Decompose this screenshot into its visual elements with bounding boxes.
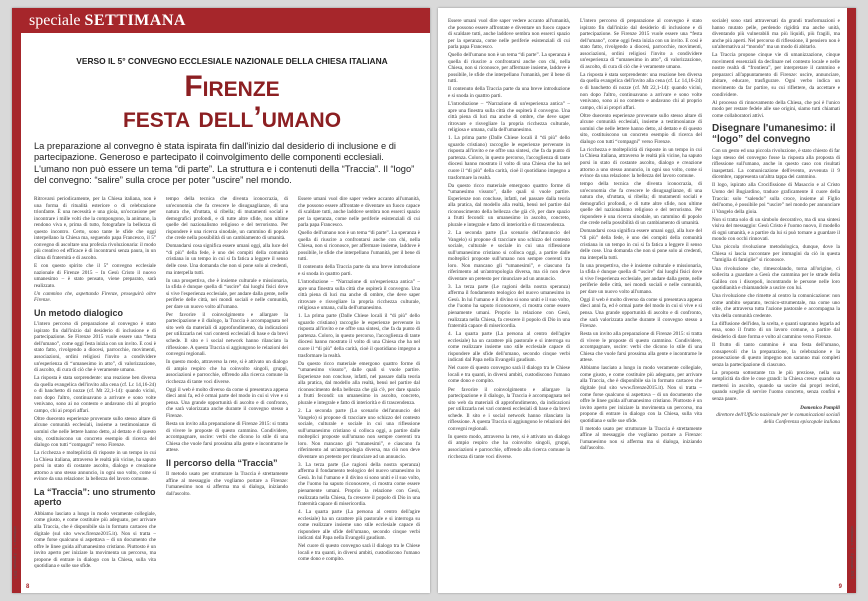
paragraph: La ricchezza e molteplicità di risposte in un tempo in cui la Chiesa italiana, attraverso le realtà più vicine, ha saputo porsi in stato di costante ascolto, dialogo e creazione attorno a uno stesso annuncio, in ogni suo volto, come si evince da una relazione: la bellezza del lavoro comune.	[580, 146, 702, 180]
paragraph: Da questo ricco materiale emergono quattro forme di “umanesimo vissuto”, dalle quali si vuole partire. Esperienze non concluse, infatti, nel passare dalla teoria alla pratica, dal modello alla realtà, bensì nel partire dal riconoscimento della bellezza che già c'è, per dare spazio a frutti fecondi: un umanesimo in ascolto, concreto, plurale e integrale e fatto di interiorità e di trascendenza.	[298, 360, 420, 406]
paragraph: 3. La terza parte (Le ragioni della nostra speranza) afferma il fondamento teologico del nuovo umanesimo in Gesù. In lui l'umano e il divino si sono uniti e il suo volto, che l'uomo ha saputo riconoscere, ci mostra come essere pienamente umani. Proprio la relazione con Gesù, realizzata nella Chiesa, fa crescere il popolo di Dio in una fraternità capace di misericordia.	[298, 461, 420, 508]
paragraph: Il logo, ispirato alla Crocifissione di Masaccio e al Cristo Uomo del Bugiardino, traduce graficamente il cuore della Traccia: solo “salendo” sulla croce, insieme al Figlio dell'uomo, è possibile poi “uscire” nel mondo per annunciare il Vangelo della gioia.	[712, 182, 840, 215]
paragraph: 1. La prima parte (Dalle Chiese locali il “di più” dello sguardo cristiano) raccoglie le esperienze pervenute in risposta all'invito e ne offre una sintesi, che fa da punto di partenza. Coloro, in questo percorso, l'accoglienza di tante diocesi hanno mostrato il volto di una Chiesa che ha nel cuore il “di più” della carità, cioè il quotidiano impegno a trasformare la realtà.	[298, 313, 420, 359]
subheading: Disegnare l'umanesimo: il “logo” del convegno	[712, 123, 836, 146]
paragraph: Quello dell'umano non è un tema “di parte”. La speranza è quella di riuscire a confrontarsi anche con chi, nella Chiesa, non si riconosce, per affermare insieme, laddove è possibile, le sfide che interpellano l'umanità, per il bene di tutti.	[298, 230, 420, 263]
paragraph: Resta un invito alla preparazione di Firenze 2015: si tratta di vivere le proposte di questo cammino. Condividere, accompagnare, uscire: verbi che dicono lo stile di una Chiesa che vuole farsi prossima alla gente e incontrarne le attese.	[580, 331, 702, 364]
paragraph: Il metodo usato per strutturare la Traccia è strettamente affine al messaggio che vogliamo portare a Firenze: l'umanesimo non si afferma ma si dialoga, iniziando dall'ascolto.	[166, 471, 288, 497]
paragraph: 2. La seconda parte (Lo scenario dell'annuncio del Vangelo) si propone di tracciare uno schizzo del contesto sociale, culturale e sociale in cui una riflessione sull'umanesimo cristiano si colloca oggi, a partire dalle molteplici proposte sull'umano non sempre coerenti tra loro. Non mancano gli “umanesimi”, e ciascuno fa riferimento ad un'antropologia diversa, ma ciò non deve diventare un pretesto per rinunciare ad un annuncio.	[448, 229, 570, 282]
paragraph: Ritrovarsi periodicamente, per la Chiesa italiana, non è una forma di ritualità esteriore o di celebrazione trionfante. È una necessità e una gioia, un'occasione per incontrare i mille volti che la compongono, la animano, la rendono viva e, prima di tutto, fotografare la bellezza di questo incontro. Certo, sono tante le sfide che oggi interpellano la Chiesa ma, seguendo papa Francesco, il 5° convegno di ascoltare una profezia rivoluzionaria: il modo più creativo ed efficace è di incontrarsi senza paura, in un clima di fraternità e di ascolto.	[34, 196, 156, 261]
section-banner	[21, 8, 430, 33]
paragraph: L'intero percorso di preparazione al convegno è stato ispirato fin dall'inizio dal desiderio di inclusione e di partecipazione. Se Firenze 2015 vuole essere una “festa dell'umano”, come oggi festa inizia con un invito. E così è stato fatto, rivolgendo a diocesi, parrocchie, movimenti, associazioni, ordini religiosi l'invito a condividere un'esperienza di “umanesimo in atto”, di valorizzazione, di ascolto, di cura di ciò che è veramente umano.	[34, 321, 156, 374]
page-number: 9	[838, 584, 842, 590]
paragraph: Con un gesto ed una piccola rivoluzione, è stato chiesto di far logo stesso del convegno fosse la risposta alla proposta di riflessione sull'umano, anche in questo caso con risultati inaspettati. La comunicazione dell'evento, avvenuta il 9 dicembre, rappresenta un'altra tappa del cammino.	[712, 148, 840, 181]
paragraph: Per favorire il coinvolgimento e allargare la partecipazione e il dialogo, la Traccia è accompagnata nel sito web da materiali di approfondimento, da indicazioni per utilizzarla nei vari contesti ecclesiali di base e da brevi schede. Il sito e i social network hanno rilanciato la riflessione. A questa Traccia si aggiungono le relazioni dei convegni regionali.	[166, 311, 288, 358]
section-title: SETTIMANA	[84, 12, 186, 29]
article-headline	[72, 71, 392, 133]
paragraph: Una rivoluzione che, rimescolando, torna all'origine, ci sollecita a guardare a Gesù che cammina per le strade della Galilea con i discepoli, incontrando le persone nelle loro quotidianità e chiamandole a uscire con lui.	[712, 265, 840, 292]
article-kicker: VERSO IL 5° CONVEGNO ECCLESIALE NAZIONALE DELLA CHIESA ITALIANA	[76, 56, 388, 66]
page-number: 8	[26, 584, 30, 590]
subheading: La “Traccia”: uno strumento aperto	[34, 486, 156, 508]
paragraph: Al processo di rinnovamento della Chiesa, che poi è l'unico modo per restare fedele alle sue origini, siamo tutti chiamati come collaboratori attivi.	[712, 99, 840, 119]
paragraph: Abbiamo lasciato a lungo in modo veramente collegiale, come giusto, e come costituire più adeguato, per arrivare alla Traccia, che è disponibile sia in formato cartaceo che digitale (sul sito www.firenze2015.it). Non si tratta – come forse qualcuno si aspettava – di un documento che offre le linee guida all'umanesimo cristiano. Piuttosto è un invito aperto per iniziare la movimenta un percorso, ma propone di entrare in dialogo con la Chiesa, sulla vita quotidiana e sulle sue sfide.	[34, 510, 156, 570]
author-name: Domenico Pompili	[800, 405, 840, 412]
paragraph: Un cammino che, aspettando Firenze, proseguirà oltre Firenze.	[34, 290, 156, 304]
paragraph: La risposta è stata sorprendente: una reazione ben diversa da quella evangelica dell'invito alla cena (cf. Lc 14,16-24) o di banchetto di nozze (cf. Mt 22,1-14): quando vicini, non dopo l'altro, continuavano a arrivare e sono volte venivano, sono ai no contesto e andavano chi al proprio campo, chi ai propri affari.	[34, 375, 156, 414]
red-margin-rail	[847, 8, 856, 593]
paragraph: Domandarsi cosa significa essere umani oggi, alla luce del “di più” della fede, è uno dei compiti della comunità cristiana in un tempo in cui si fa fatica a leggere il senso delle cose. Una domanda che non si pone solo ai credenti, ma interpella tutti.	[166, 243, 288, 276]
paragraph: La risposta è stata sorprendente: una reazione ben diversa da quella evangelica dell'invito alla cena (cf. Lc 14,16-24) o di banchetto di nozze (cf. Mt 22,1-14): quando vicini, non dopo l'altro, continuavano a arrivare e sono volte venivano, sono ai no contesto e andavano chi al proprio campo, chi ai propri affari.	[580, 71, 702, 111]
paragraph: Abbiamo lasciato a lungo in modo veramente collegiale, come giusto, e come costituire più adeguato, per arrivare alla Traccia, che è disponibile sia in formato cartaceo che digitale (sul sito www.firenze2015.it). Non si tratta – come forse qualcuno si aspettava – di un documento che offre le linee guida all'umanesimo cristiano. Piuttosto è un invito aperto per iniziare la movimenta un percorso, ma propone di entrare in dialogo con la Chiesa, sulla vita quotidiana e sulle sue sfide.	[580, 365, 702, 424]
paragraph: Nel cuore di questo convegno sarà il dialogo tra le Chiese locali e tra quanti, in diversi ambiti, custodiscono l'umano come dono e compito.	[298, 543, 420, 563]
paragraph: L'introduzione – “Narrazione di un'esperienza antica” – apre una finestra sulla città che ospiterà il convegno. Una città piena di luci ma anche di ombre, che deve saper ritrovare e risvegliare la propria ricchezza culturale, religiosa e umana, culla dell'umanesimo.	[298, 279, 420, 312]
paragraph: Essere umani vuol dire saper vedere accanto all'umanità, che possono essere affrontate e diventare un fuoco capace di scaldare tutti, anche laddove sembra non esserci spazio per la speranza, come nelle periferie esistenziali di cui parla papa Francesco.	[448, 18, 570, 51]
left-column-2	[166, 196, 288, 499]
headline-line-2: festa dell’umano	[122, 101, 342, 134]
paragraph: Non si tratta solo di un simbolo decorativo, ma di una sintesi visiva del messaggio: Gesù Cristo è l'uomo nuovo, il modello di ogni umanità, e a partire da lui si può tornare a guardare il mondo con occhi rinnovati.	[712, 216, 840, 243]
paragraph: In una prospettiva, che è insieme culturale e missionaria, la sfida è dunque quella di “uscire” dai luoghi fisici dove si vive l'esperienza ecclesiale, per andare dalla gente, nelle periferie delle città, nei mondi sociali e nelle comunità, per dare un nuovo volto all'umano.	[580, 262, 702, 295]
paragraph: Oggi il web è molto diverso da come si presentava appena dieci anni fa, ed è ormai parte del modo in cui si vive e si pensa. Una grande opportunità di ascolto e di confronto, che sarà valorizzata anche durante il convegno stesso a Firenze.	[580, 296, 702, 330]
paragraph: 2. La seconda parte (Lo scenario dell'annuncio del Vangelo) si propone di tracciare uno schizzo del contesto sociale, culturale e sociale in cui una riflessione sull'umanesimo cristiano si colloca oggi, a partire dalle molteplici proposte sull'umano non sempre coerenti tra loro. Non mancano gli “umanesimi”, e ciascuno fa riferimento ad un'antropologia diversa, ma ciò non deve diventare un pretesto per rinunciare ad un annuncio.	[298, 407, 420, 460]
paragraph: E con questo spirito che il 5° convegno ecclesiale nazionale di Firenze 2015 – In Gesù Cristo il nuovo umanesimo – è stato pensato, viene preparato, sarà realizzato.	[34, 262, 156, 289]
paragraph: Per favorire il coinvolgimento e allargare la partecipazione e il dialogo, la Traccia è accompagnata nel sito web da materiali di approfondimento, da indicazioni per utilizzarla nei vari contesti ecclesiali di base e da brevi schede. Il sito e i social network hanno rilanciato la riflessione. A questa Traccia si aggiungono le relazioni dei convegni regionali.	[448, 386, 570, 432]
paragraph: tempo della tecnica che diventa iconocrazia, di un'economia che fa crescere le disuguaglianze, di una natura che, sfruttata, si ribella; di mutamenti sociali e demografici profondi, e di tutte altre sfide, non ultime quelle del nazionalismo religioso e del terrorismo. Per rispondere è una ricerca sinodale, un cammino di popolo che crede nella possibilità di un cambiamento di umanità.	[166, 196, 288, 242]
paragraph: In questo modo, attraverso la rete, si è attivato un dialogo di ampio respiro che ha coinvolto singoli, gruppi, associazioni e parrocchie, offrendo alla ricerca comune la ricchezza di tante voci diverse.	[448, 433, 570, 460]
paragraph: Il metodo usato per strutturare la Traccia è strettamente affine al messaggio che vogliamo portare a Firenze: l'umanesimo non si afferma ma si dialoga, iniziando dall'ascolto.	[580, 425, 702, 452]
red-margin-rail	[12, 8, 21, 593]
paragraph: In questo modo, attraverso la rete, si è attivato un dialogo di ampio respiro che ha coinvolto singoli, gruppi, associazioni e parrocchie, offrendo alla ricerca comune la ricchezza di tante voci diverse.	[166, 359, 288, 385]
subheading: Un metodo dialogico	[34, 307, 123, 318]
paragraph: Una rivoluzione che rimette al centro la comunicazione: non come ambito separato, tecnico-strumentale, ma come uno stile, che attraversa tutta l'azione pastorale e accompagna la vita della comunità credente.	[712, 293, 840, 319]
running-foot: settimana n. 1 · 4 gennaio 2015	[850, 526, 855, 579]
right-column-3	[712, 18, 840, 425]
headline-line-1: Firenze	[184, 70, 280, 103]
paragraph: Il contenuto della Traccia parte da una breve introduzione e si snoda in quattro parti.	[448, 86, 570, 100]
paragraph: L'intero percorso di preparazione al convegno è stato ispirato fin dall'inizio dal desiderio di inclusione e di partecipazione. Se Firenze 2015 vuole essere una “festa dell'umano”, come oggi festa inizia con un invito. E così è stato fatto, rivolgendo a diocesi, parrocchie, movimenti, associazioni, ordini religiosi l'invito a condividere un'esperienza di “umanesimo in atto”, di valorizzazione, di ascolto, di cura di ciò che è veramente umano.	[580, 18, 702, 70]
author-signature	[712, 405, 840, 425]
paragraph: sociale) sono stati attraversati da grandi trasformazioni e hanno mutato pelle, perdendo rigidità ma anche unità, diventando più vulnerabili ma più liquidi, più fragili, ma anche più aperti. Nel percorso di riflessione, il pensiero non è un'alternativa al “mondo” ma un modo di abitarlo.	[712, 18, 840, 51]
article-deck: La preparazione al convegno è stata ispirata fin dall'inizio dal desiderio di inclusione e di partecipazione. Generoso e partecipato il coinvolgimento delle componenti ecclesiali. L'umano non può essere un tema “di parte”. La struttura e i contenuti della “Traccia”. Il “logo” del convegno: “salire” sulla croce per poter “uscire” nel mondo.	[34, 141, 415, 186]
paragraph: 4. La quarta parte (La persona al centro dell'agire ecclesiale) ha un carattere più pastorale e si interroga su come realizzare insieme uno stile ecclesiale capace di rispondere alle sfide dell'umano, secondo cinque verbi indicati dal Papa nella Evangelii gaudium.	[448, 331, 570, 364]
left-column-1	[34, 196, 156, 571]
right-column-2	[580, 18, 702, 454]
paragraph: La Traccia propone cinque vie di umanizzazione, cinque movimenti essenziali da declinare nel contesto locale e nelle nostre realtà di “frontiera”, per interpretare il cammino e prepararci all'appuntamento di Firenze: uscire, annunciare, abitare, educare, trasfigurare. Ogni verbo indica un movimento da far partire, su cui riflettere, da accettare e condividere.	[712, 52, 840, 98]
running-foot: settimana n. 1 · 4 gennaio 2015	[13, 526, 18, 579]
paragraph: L'introduzione – “Narrazione di un'esperienza antica” – apre una finestra sulla città che ospiterà il convegno. Una città piena di luci ma anche di ombre, che deve saper ritrovare e risvegliare la propria ricchezza culturale, religiosa e umana, culla dell'umanesimo.	[448, 101, 570, 134]
paragraph: Quello dell'umano non è un tema “di parte”. La speranza è quella di riuscire a confrontarsi anche con chi, nella Chiesa, non si riconosce, per affermare insieme, laddove è possibile, le sfide che interpellano l'umanità, per il bene di tutti.	[448, 52, 570, 85]
right-page	[438, 8, 856, 593]
paragraph: 1. La prima parte (Dalle Chiese locali il “di più” dello sguardo cristiano) raccoglie le esperienze pervenute in risposta all'invito e ne offre una sintesi, che fa da punto di partenza. Coloro, in questo percorso, l'accoglienza di tante diocesi hanno mostrato il volto di una Chiesa che ha nel cuore il “di più” della carità, cioè il quotidiano impegno a trasformare la realtà.	[448, 135, 570, 181]
subheading: Il percorso della “Traccia”	[166, 457, 278, 468]
paragraph: La ricchezza e molteplicità di risposte in un tempo in cui la Chiesa italiana, attraverso le realtà più vicine, ha saputo porsi in stato di costante ascolto, dialogo e creazione attorno a uno stesso annuncio, in ogni suo volto, come si evince da una relazione: la bellezza del lavoro comune.	[34, 450, 156, 483]
paragraph: Oltre duecento esperienze provenute sullo stesso altare di alcune comunità ecclesiali, insieme a testimonianze di uomini che nelle lettere hanno detto, al dettato e di questo sito, costituiscono un concreto esempio di ricerca del dialogo con tutti “compagni” verso Firenze.	[580, 112, 702, 145]
paragraph: Il contenuto della Traccia parte da una breve introduzione e si snoda in quattro parti.	[298, 264, 420, 278]
paragraph: Oggi il web è molto diverso da come si presentava appena dieci anni fa, ed è ormai parte del modo in cui si vive e si pensa. Una grande opportunità di ascolto e di confronto, che sarà valorizzata anche durante il convegno stesso a Firenze.	[166, 386, 288, 419]
paragraph: Essere umani vuol dire saper vedere accanto all'umanità, che possono essere affrontate e diventare un fuoco capace di scaldare tutti, anche laddove sembra non esserci spazio per la speranza, come nelle periferie esistenziali di cui parla papa Francesco.	[298, 196, 420, 229]
paragraph: tempo della tecnica che diventa iconocrazia, di un'economia che fa crescere le disuguaglianze, di una natura che, sfruttata, si ribella; di mutamenti sociali e demografici profondi, e di tutte altre sfide, non ultime quelle del nazionalismo religioso e del terrorismo. Per rispondere è una ricerca sinodale, un cammino di popolo che crede nella possibilità di un cambiamento di umanità.	[580, 181, 702, 227]
paragraph: Da questo ricco materiale emergono quattro forme di “umanesimo vissuto”, dalle quali si vuole partire. Esperienze non concluse, infatti, nel passare dalla teoria alla pratica, dal modello alla realtà, bensì nel partire dal riconoscimento della bellezza che già c'è, per dare spazio a frutti fecondi: un umanesimo in ascolto, concreto, plurale e integrale e fatto di interiorità e di trascendenza.	[448, 182, 570, 228]
left-page	[12, 8, 430, 593]
left-column-3	[298, 196, 420, 565]
paragraph: Una piccola rivoluzione metodologica, dunque, dove la Chiesa si lascia raccontare per immagini da ciò in questa “famiglia di famiglie” si riconosce.	[712, 244, 840, 264]
paragraph: 4. La quarta parte (La persona al centro dell'agire ecclesiale) ha un carattere più pastorale e si interroga su come realizzare insieme uno stile ecclesiale capace di rispondere alle sfide dell'umano, secondo cinque verbi indicati dal Papa nella Evangelii gaudium.	[298, 509, 420, 542]
paragraph: La proposta sottostante tra le più preziose, nella sua semplicità da dire le cose grandi: la Chiesa cresce quando sa mettersi in ascolto, quando sa uscire dai propri recinti, quando sceglie di servire l'uomo concreto, senza confini e senza paure.	[712, 369, 840, 402]
paragraph: Oltre duecento esperienze provenute sullo stesso altare di alcune comunità ecclesiali, insieme a testimonianze di uomini che nelle lettere hanno detto, al dettato e di questo sito, costituiscono un concreto esempio di ricerca del dialogo con tutti “compagni” verso Firenze.	[34, 415, 156, 449]
author-role: direttore dell'Ufficio nazionale per le comunicazioni sociali della Conferenza episcopale italiana	[716, 411, 840, 425]
paragraph: In una prospettiva, che è insieme culturale e missionaria, la sfida è dunque quella di “uscire” dai luoghi fisici dove si vive l'esperienza ecclesiale, per andare dalla gente, nelle periferie delle città, nei mondi sociali e nelle comunità, per dare un nuovo volto all'umano.	[166, 277, 288, 310]
paragraph: Il frutto di tanto cammino è una festa dell'umano, consapevoli che la preparazione, la celebrazione e la prosecuzione di questo impegno non saranno mai completi senza la partecipazione di ciascuno.	[712, 342, 840, 368]
paragraph: Domandarsi cosa significa essere umani oggi, alla luce del “di più” della fede, è uno dei compiti della comunità cristiana in un tempo in cui si fa fatica a leggere il senso delle cose. Una domanda che non si pone solo ai credenti, ma interpella tutti.	[580, 228, 702, 261]
paragraph: Nel cuore di questo convegno sarà il dialogo tra le Chiese locali e tra quanti, in diversi ambiti, custodiscono l'umano come dono e compito.	[448, 365, 570, 385]
paragraph: La diffusione dell'idea, la scelta, e quanti sapranno legarla ad essa, sono il frutto di un lavoro comune, a partire dal desiderio di dare forma e volto al cammino verso Firenze.	[712, 320, 840, 340]
paragraph: 3. La terza parte (Le ragioni della nostra speranza) afferma il fondamento teologico del nuovo umanesimo in Gesù. In lui l'umano e il divino si sono uniti e il suo volto, che l'uomo ha saputo riconoscere, ci mostra come essere pienamente umani. Proprio la relazione con Gesù, realizzata nella Chiesa, fa crescere il popolo di Dio in una fraternità capace di misericordia.	[448, 283, 570, 330]
section-prefix: speciale	[29, 12, 81, 29]
right-column-1	[448, 18, 570, 462]
paragraph: Resta un invito alla preparazione di Firenze 2015: si tratta di vivere le proposte di questo cammino. Condividere, accompagnare, uscire: verbi che dicono lo stile di una Chiesa che vuole farsi prossima alla gente e incontrarne le attese.	[166, 421, 288, 454]
